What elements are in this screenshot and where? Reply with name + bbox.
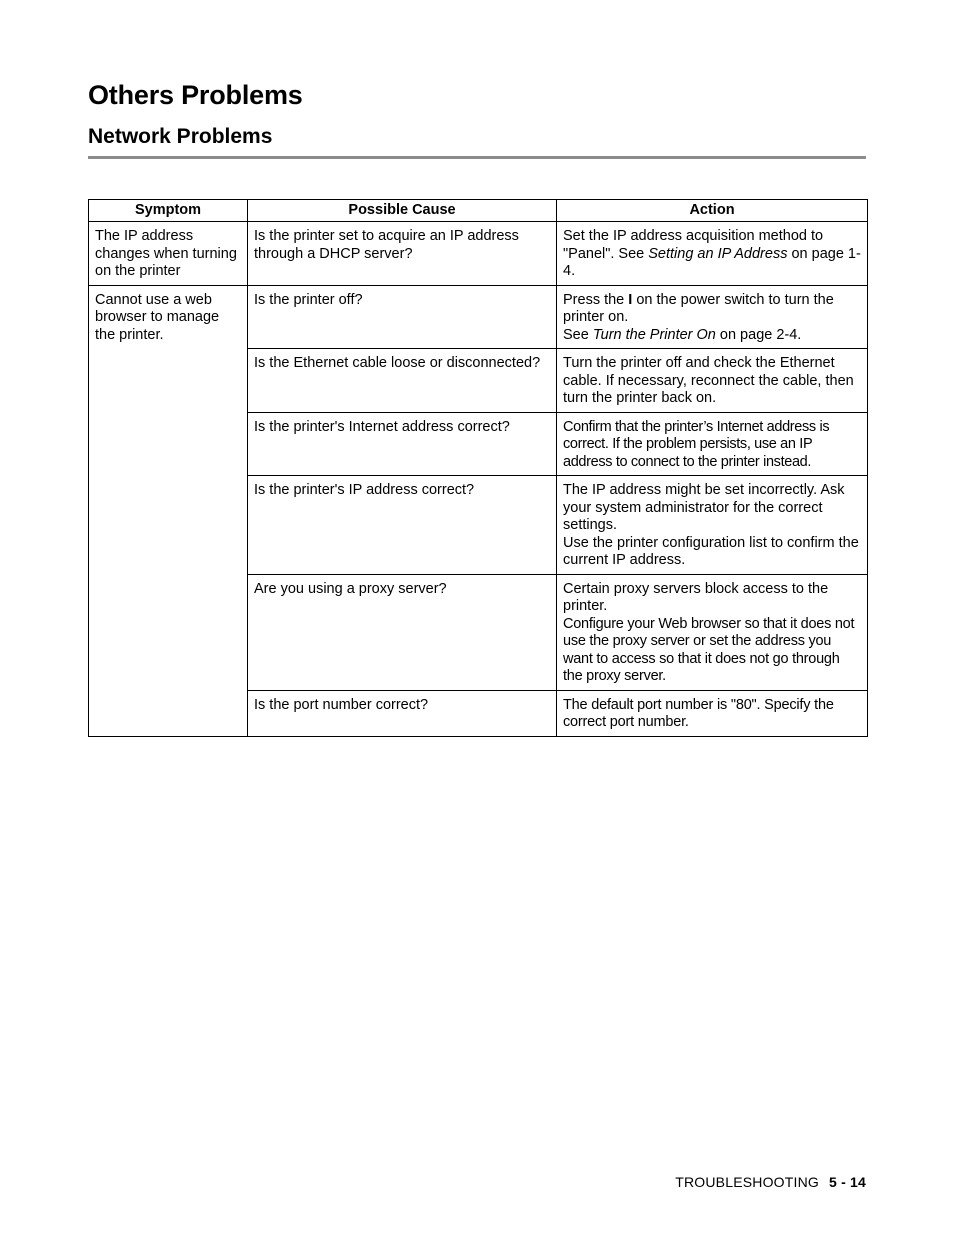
action-line: Configure your Web browser so that it does not use the proxy server or set the address you want to access so that it does not go through the proxy server.: [563, 615, 855, 684]
action-text: Turn the printer off and check the Ethernet cable. If necessary, reconnect the cable, then turn the printer back on.: [563, 355, 854, 406]
column-header-symptom: Symptom: [89, 200, 248, 222]
power-switch-symbol: I: [628, 291, 633, 308]
footer-section-name: TROUBLESHOOTING: [675, 1174, 819, 1190]
action-text: [563, 286, 861, 349]
action-text-part: on page 1-4.: [563, 245, 861, 279]
action-cell: [557, 574, 868, 690]
action-text-part: Press the: [563, 291, 629, 308]
action-text-part: on page 2-4.: [715, 326, 802, 343]
cross-reference: Setting an IP Address: [648, 245, 788, 262]
action-text: [563, 476, 861, 574]
cause-text: Is the port number correct?: [254, 696, 429, 713]
action-cell: [557, 285, 868, 349]
action-line: [563, 292, 861, 327]
symptom-cell: [89, 285, 248, 736]
cause-text: Is the printer set to acquire an IP address through a DHCP server?: [254, 228, 519, 262]
page-footer: [675, 1174, 866, 1190]
action-text-part: See: [563, 326, 593, 343]
action-text: [563, 575, 861, 690]
troubleshooting-table: [88, 199, 868, 737]
page-number: 5 - 14: [829, 1174, 866, 1190]
column-header-action: Action: [557, 200, 868, 222]
action-text-part: Set the IP address acquisition method to "Panel". See: [563, 228, 824, 262]
table-row: [89, 285, 868, 349]
cause-cell: [248, 349, 557, 413]
cause-text: Is the printer's IP address correct?: [254, 482, 475, 498]
symptom-text: The IP address changes when turning on the printer: [95, 228, 237, 279]
symptom-text: Cannot use a web browser to manage the printer.: [95, 291, 220, 343]
cause-cell: [248, 412, 557, 476]
action-cell: [557, 349, 868, 413]
symptom-cell: [89, 222, 248, 286]
action-line: Use the printer configuration list to confirm the current IP address.: [563, 534, 859, 568]
action-line: Certain proxy servers block access to the printer.: [563, 580, 829, 614]
cause-cell: [248, 222, 557, 286]
action-cell: [557, 476, 868, 575]
action-text: Confirm that the printer’s Internet address is correct. If the problem persists, use an IP address to connect to the printer instead.: [563, 418, 830, 470]
cause-text: Is the printer's Internet address correct?: [254, 418, 510, 435]
cause-cell: [248, 285, 557, 349]
table-header-row: [89, 200, 868, 222]
action-line: [563, 327, 861, 345]
column-header-possible-cause: Possible Cause: [248, 200, 557, 222]
page-title: Others Problems: [88, 80, 303, 110]
cause-cell: [248, 476, 557, 575]
section-divider: [88, 156, 866, 159]
action-text-part: on the power switch to turn the printer on.: [563, 291, 834, 325]
action-text: [563, 222, 861, 285]
action-cell: [557, 690, 868, 736]
cause-cell: [248, 574, 557, 690]
table-row: [89, 222, 868, 286]
cause-text: Are you using a proxy server?: [254, 580, 447, 597]
cause-text: Is the Ethernet cable loose or disconnected?: [254, 355, 541, 371]
section-title: Network Problems: [88, 125, 273, 148]
action-cell: [557, 222, 868, 286]
cross-reference: Turn the Printer On: [592, 326, 716, 343]
cause-cell: [248, 690, 557, 736]
action-line: The IP address might be set incorrectly. Ask your system administrator for the correct settings.: [563, 482, 845, 533]
cause-text: Is the printer off?: [254, 291, 363, 308]
action-text: The default port number is "80". Specify the correct port number.: [563, 696, 834, 730]
action-cell: [557, 412, 868, 476]
